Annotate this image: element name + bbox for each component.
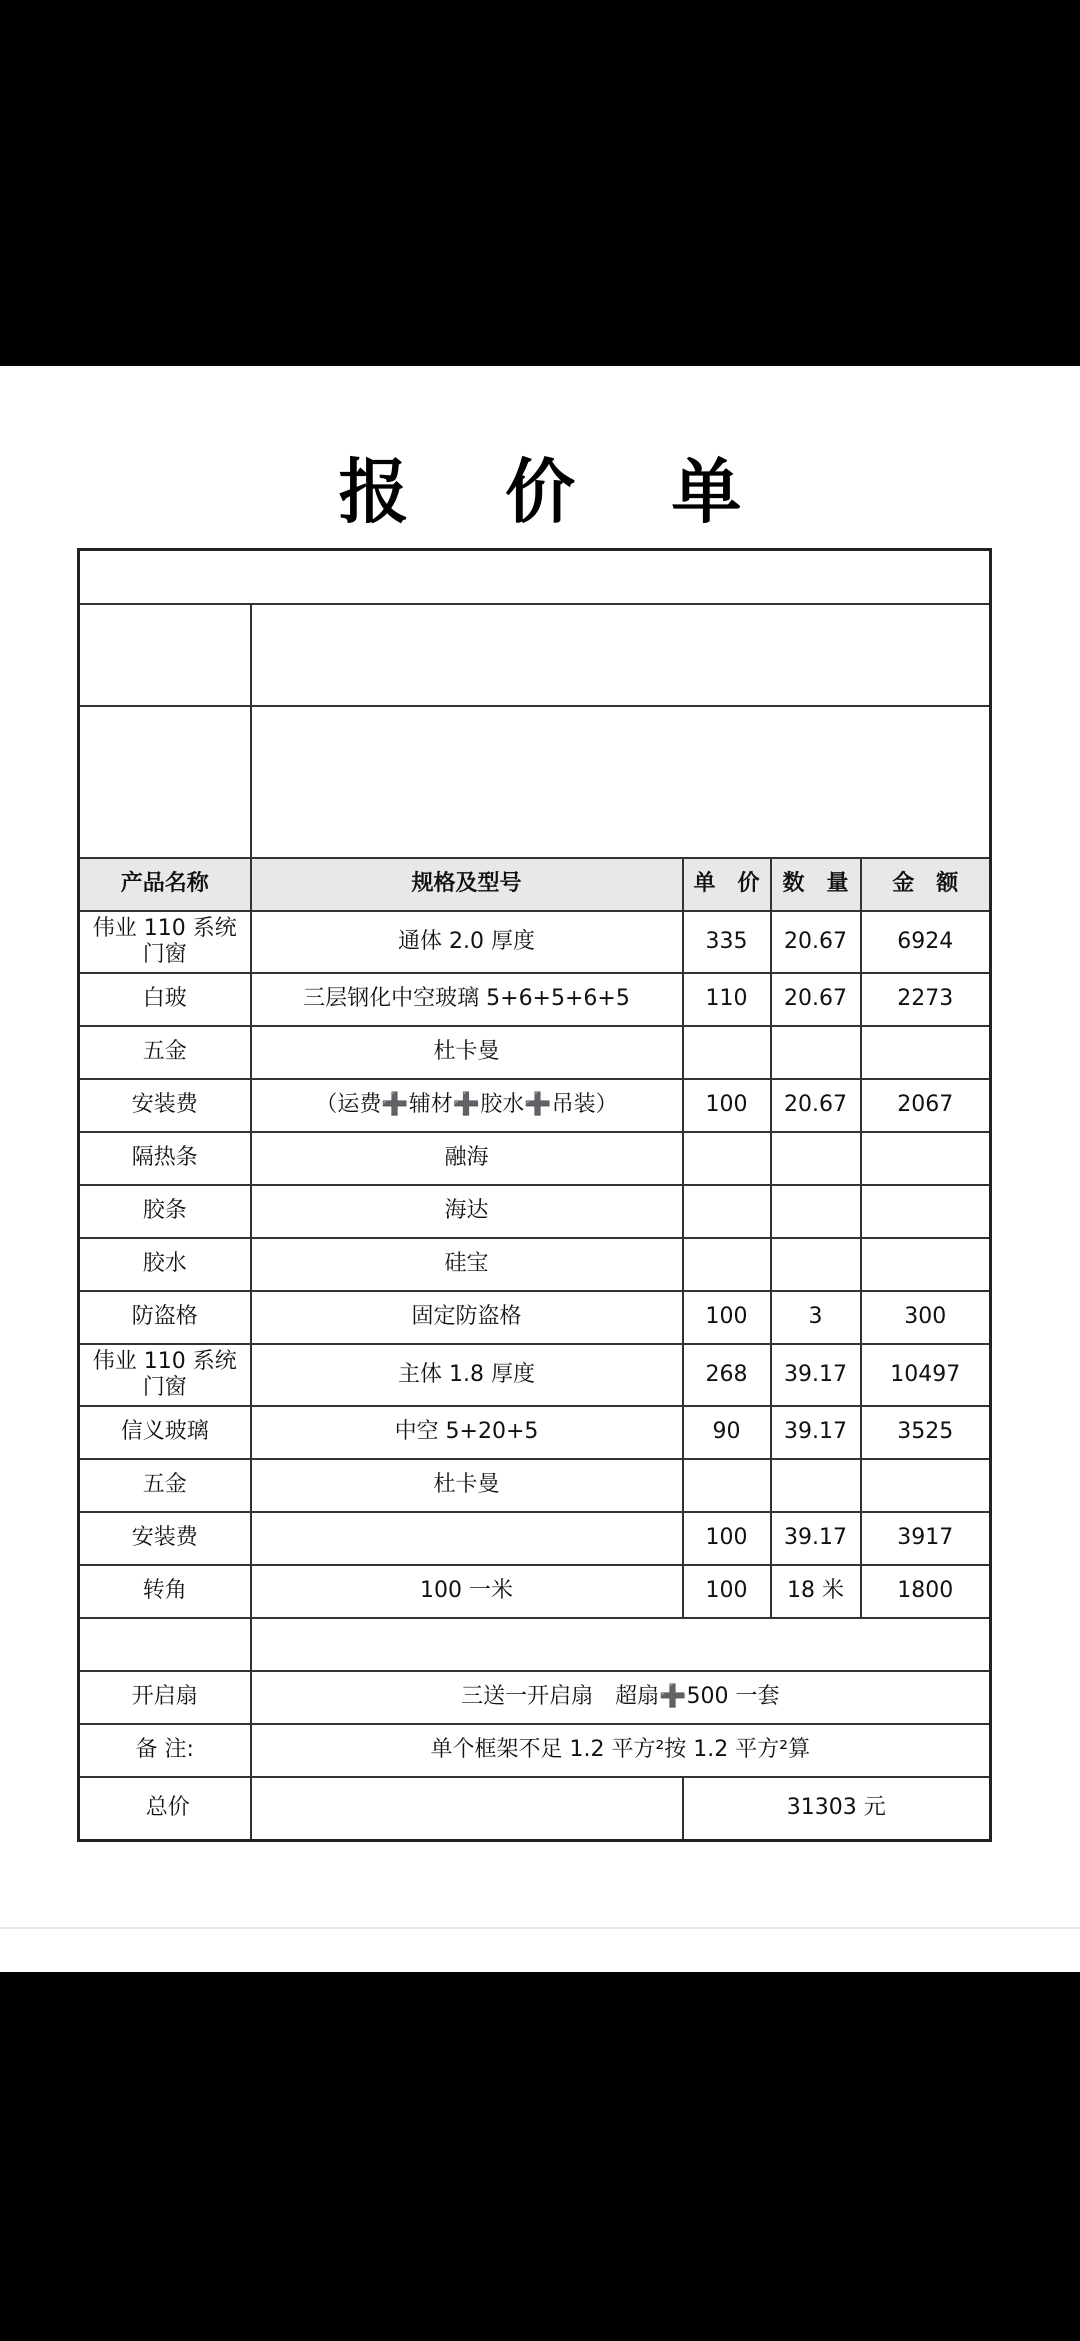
item-unit-price: 100	[683, 1512, 771, 1565]
table-row	[79, 1565, 991, 1618]
header-unit-price: 单 价	[683, 858, 771, 911]
table-row	[79, 1406, 991, 1459]
item-unit-price	[683, 1026, 771, 1079]
item-name: 伟业 110 系统门窗	[79, 911, 251, 973]
blank-row	[79, 1618, 991, 1671]
item-spec	[251, 1512, 683, 1565]
table-header-row	[79, 858, 991, 911]
total-label: 总价	[79, 1777, 251, 1841]
item-quantity: 39.17	[771, 1344, 861, 1406]
item-unit-price	[683, 1185, 771, 1238]
item-spec: 中空 5+20+5	[251, 1406, 683, 1459]
table-row	[79, 1344, 991, 1406]
item-name: 五金	[79, 1459, 251, 1512]
item-quantity	[771, 1185, 861, 1238]
item-unit-price	[683, 1238, 771, 1291]
item-amount: 2273	[861, 973, 991, 1026]
item-name: 安装费	[79, 1512, 251, 1565]
remark-label: 备 注:	[79, 1724, 251, 1777]
remark-row	[79, 1724, 991, 1777]
item-amount: 10497	[861, 1344, 991, 1406]
item-name: 胶水	[79, 1238, 251, 1291]
item-amount	[861, 1238, 991, 1291]
item-amount	[861, 1185, 991, 1238]
blank-cell	[79, 550, 991, 604]
item-amount: 1800	[861, 1565, 991, 1618]
item-name: 白玻	[79, 973, 251, 1026]
item-spec: 100 一米	[251, 1565, 683, 1618]
quote-document	[0, 366, 1080, 1972]
header-quantity: 数 量	[771, 858, 861, 911]
table-row	[79, 973, 991, 1026]
item-quantity: 18 米	[771, 1565, 861, 1618]
header-spec: 规格及型号	[251, 858, 683, 911]
item-spec: 硅宝	[251, 1238, 683, 1291]
opening-label: 开启扇	[79, 1671, 251, 1724]
item-name: 伟业 110 系统门窗	[79, 1344, 251, 1406]
item-quantity: 39.17	[771, 1406, 861, 1459]
blank-cell	[251, 604, 991, 706]
item-spec: 主体 1.8 厚度	[251, 1344, 683, 1406]
item-quantity: 20.67	[771, 1079, 861, 1132]
header-amount: 金 额	[861, 858, 991, 911]
item-quantity	[771, 1026, 861, 1079]
item-name: 胶条	[79, 1185, 251, 1238]
item-name: 防盗格	[79, 1291, 251, 1344]
opening-row	[79, 1671, 991, 1724]
item-unit-price: 110	[683, 973, 771, 1026]
item-spec: 杜卡曼	[251, 1026, 683, 1079]
item-spec: 杜卡曼	[251, 1459, 683, 1512]
item-amount: 3525	[861, 1406, 991, 1459]
item-amount	[861, 1132, 991, 1185]
table-row	[79, 1026, 991, 1079]
table-row	[79, 1291, 991, 1344]
table-row	[79, 1185, 991, 1238]
table-row	[79, 1238, 991, 1291]
item-name: 信义玻璃	[79, 1406, 251, 1459]
total-value: 31303 元	[683, 1777, 991, 1841]
item-quantity: 20.67	[771, 911, 861, 973]
table-row	[79, 911, 991, 973]
item-unit-price: 100	[683, 1291, 771, 1344]
item-unit-price: 90	[683, 1406, 771, 1459]
blank-top-row	[79, 550, 991, 604]
item-quantity: 3	[771, 1291, 861, 1344]
blank-cell	[79, 604, 251, 706]
item-amount: 6924	[861, 911, 991, 973]
item-quantity: 20.67	[771, 973, 861, 1026]
item-amount: 3917	[861, 1512, 991, 1565]
item-spec: （运费➕辅材➕胶水➕吊装）	[251, 1079, 683, 1132]
opening-value: 三送一开启扇 超扇➕500 一套	[251, 1671, 991, 1724]
blank-cell	[79, 1618, 251, 1671]
total-row	[79, 1777, 991, 1841]
header-product-name: 产品名称	[79, 858, 251, 911]
item-unit-price: 268	[683, 1344, 771, 1406]
table-row	[79, 1459, 991, 1512]
divider	[0, 1927, 1080, 1929]
blank-row	[79, 706, 991, 858]
item-spec: 海达	[251, 1185, 683, 1238]
item-amount	[861, 1026, 991, 1079]
blank-cell	[251, 1777, 683, 1841]
item-name: 安装费	[79, 1079, 251, 1132]
table-row	[79, 1132, 991, 1185]
item-amount: 2067	[861, 1079, 991, 1132]
item-unit-price	[683, 1132, 771, 1185]
item-unit-price: 100	[683, 1565, 771, 1618]
table-row	[79, 1512, 991, 1565]
item-unit-price	[683, 1459, 771, 1512]
item-name: 隔热条	[79, 1132, 251, 1185]
blank-row	[79, 604, 991, 706]
item-spec: 固定防盗格	[251, 1291, 683, 1344]
item-quantity	[771, 1238, 861, 1291]
item-spec: 融海	[251, 1132, 683, 1185]
item-unit-price: 100	[683, 1079, 771, 1132]
item-spec: 通体 2.0 厚度	[251, 911, 683, 973]
item-quantity: 39.17	[771, 1512, 861, 1565]
item-name: 五金	[79, 1026, 251, 1079]
item-amount	[861, 1459, 991, 1512]
item-quantity	[771, 1459, 861, 1512]
blank-cell	[251, 1618, 991, 1671]
item-spec: 三层钢化中空玻璃 5+6+5+6+5	[251, 973, 683, 1026]
document-title: 报 价 单	[338, 451, 778, 533]
remark-value: 单个框架不足 1.2 平方²按 1.2 平方²算	[251, 1724, 991, 1777]
item-quantity	[771, 1132, 861, 1185]
table-row	[79, 1079, 991, 1132]
blank-cell	[251, 706, 991, 858]
item-amount: 300	[861, 1291, 991, 1344]
item-unit-price: 335	[683, 911, 771, 973]
item-name: 转角	[79, 1565, 251, 1618]
blank-cell	[79, 706, 251, 858]
quote-table	[77, 548, 992, 1842]
